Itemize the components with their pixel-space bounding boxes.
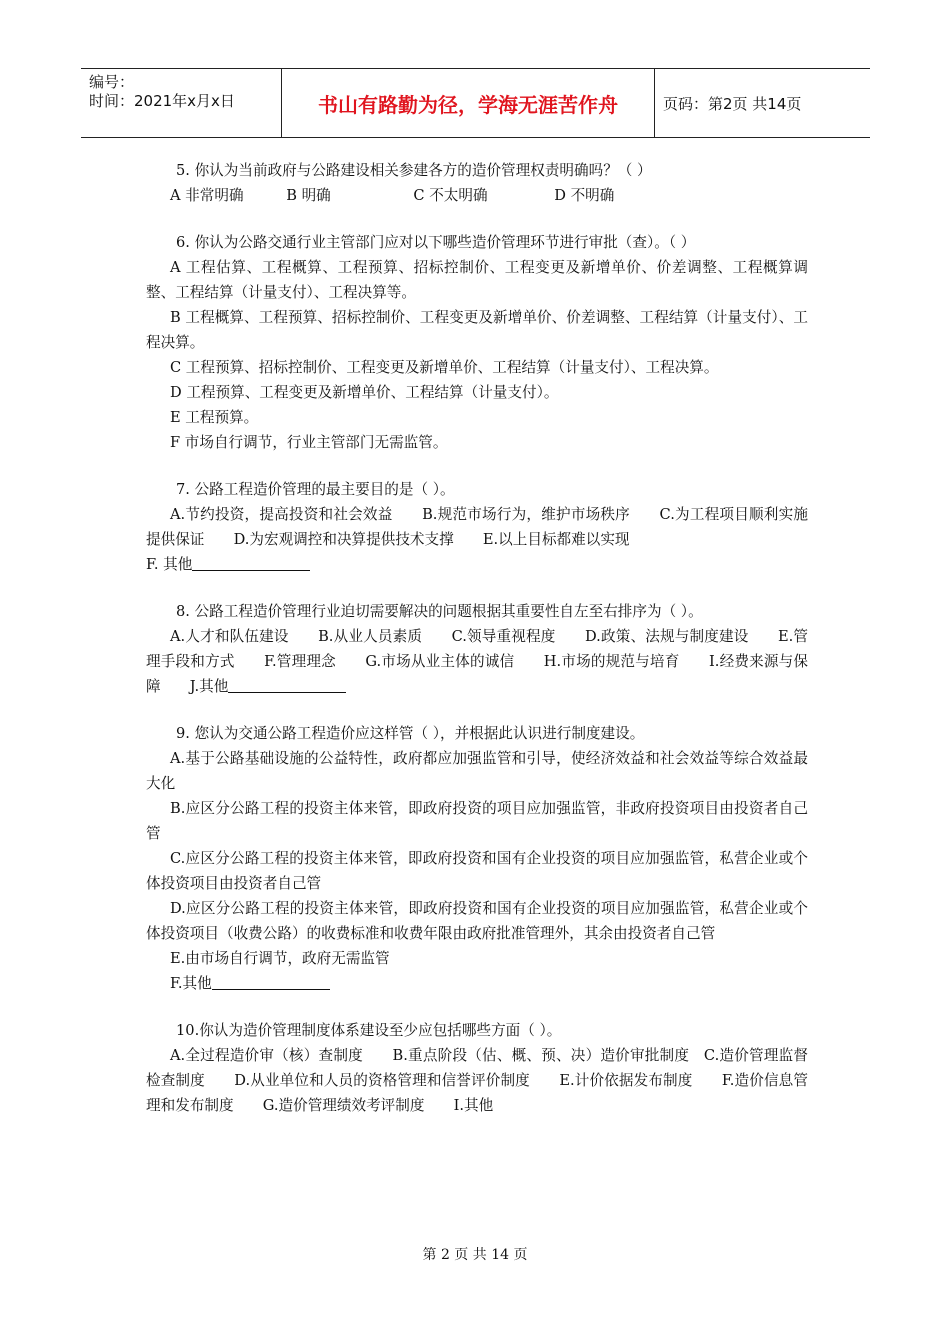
question-5-option-c: C 不太明确 <box>413 187 488 204</box>
question-7 <box>146 477 808 577</box>
document-date-label: 时间：2021年x月x日 <box>89 92 235 110</box>
answer-blank <box>228 676 346 693</box>
page-header <box>81 68 870 138</box>
question-9-other: F.其他 <box>146 971 808 996</box>
question-9-option-b: B.应区分公路工程的投资主体来管，即政府投资的项目应加强监管，非政府投资项目由投资者自己管 <box>146 800 808 842</box>
question-5-options <box>146 183 808 208</box>
question-9-option-d: D.应区分公路工程的投资主体来管，即政府投资和国有企业投资的项目应加强监管，私营企业或个体投资项目（收费公路）的收费标准和收费年限由政府批准管理外，其余由投资者自己管 <box>146 900 808 942</box>
question-9-option-c: C.应区分公路工程的投资主体来管，即政府投资和国有企业投资的项目应加强监管，私营企业或个体投资项目由投资者自己管 <box>146 850 808 892</box>
question-6-stem: 6. 你认为公路交通行业主管部门应对以下哪些造价管理环节进行审批（查）。（ ） <box>176 234 696 251</box>
question-6-option-d: D 工程预算、工程变更及新增单价、工程结算（计量支付）。 <box>170 384 559 401</box>
question-6-option-f: F 市场自行调节，行业主管部门无需监管。 <box>170 434 448 451</box>
question-5-option-b: B 明确 <box>286 187 331 204</box>
question-6-option-e: E 工程预算。 <box>170 409 259 426</box>
question-10-stem: 10.你认为造价管理制度体系建设至少应包括哪些方面（ ）。 <box>176 1022 562 1039</box>
header-motto: 书山有路勤为径，学海无涯苦作舟 <box>282 69 655 137</box>
question-8-options: A.人才和队伍建设 B.从业人员素质 C.领导重视程度 D.政策、法规与制度建设 E.管理手段和方式 F.管理理念 G.市场从业主体的诚信 H.市场的规范与培育 I.经费来源与保障 J.其他 <box>146 628 808 695</box>
question-6-option-a: A 工程估算、工程概算、工程预算、招标控制价、工程变更及新增单价、价差调整、工程概算调整、工程结算（计量支付）、工程决算等。 <box>146 259 808 301</box>
document-number-label: 编号： <box>89 73 135 91</box>
question-5-option-d: D 不明确 <box>554 187 615 204</box>
question-6 <box>146 230 808 455</box>
question-10 <box>146 1018 808 1118</box>
document-body <box>146 158 808 1140</box>
answer-blank <box>192 554 310 571</box>
header-page-number: 页码：第2页 共14页 <box>663 94 802 113</box>
page-footer: 第 2 页 共 14 页 <box>422 1247 528 1263</box>
question-5-option-a: A 非常明确 <box>170 187 244 204</box>
answer-blank <box>212 973 330 990</box>
question-9-option-e: E.由市场自行调节，政府无需监管 <box>170 950 390 967</box>
question-6-option-c: C 工程预算、招标控制价、工程变更及新增单价、工程结算（计量支付）、工程决算。 <box>170 359 719 376</box>
question-7-options: A.节约投资，提高投资和社会效益 B.规范市场行为，维护市场秩序 C.为工程项目顺利实施提供保证 D.为宏观调控和决算提供技术支撑 E.以上目标都难以实现 <box>146 506 808 548</box>
question-5-stem: 5. 你认为当前政府与公路建设相关参建各方的造价管理权责明确吗？（ ） <box>176 162 652 179</box>
question-6-option-b: B 工程概算、工程预算、招标控制价、工程变更及新增单价、价差调整、工程结算（计量支付）、工程决算。 <box>146 309 808 351</box>
question-8-stem: 8. 公路工程造价管理行业迫切需要解决的问题根据其重要性自左至右排序为（ ）。 <box>176 603 703 620</box>
question-7-stem: 7. 公路工程造价管理的最主要目的是（ ）。 <box>176 481 455 498</box>
question-9 <box>146 721 808 996</box>
question-5 <box>146 158 808 208</box>
question-9-stem: 9. 您认为交通公路工程造价应这样管（ ），并根据此认识进行制度建设。 <box>176 725 645 742</box>
question-9-option-a: A.基于公路基础设施的公益特性，政府都应加强监管和引导，使经济效益和社会效益等综合效益最大化 <box>146 750 808 792</box>
question-10-options: A.全过程造价审（核）查制度 B.重点阶段（估、概、预、决）造价审批制度 C.造价管理监督检查制度 D.从业单位和人员的资格管理和信誉评价制度 E.计价依据发布制度 F.造价信息管理和发布制度 G.造价管理绩效考评制度 I.其他 <box>146 1047 808 1114</box>
question-8 <box>146 599 808 699</box>
question-7-other: F. 其他 <box>146 552 808 577</box>
header-meta <box>81 69 282 137</box>
